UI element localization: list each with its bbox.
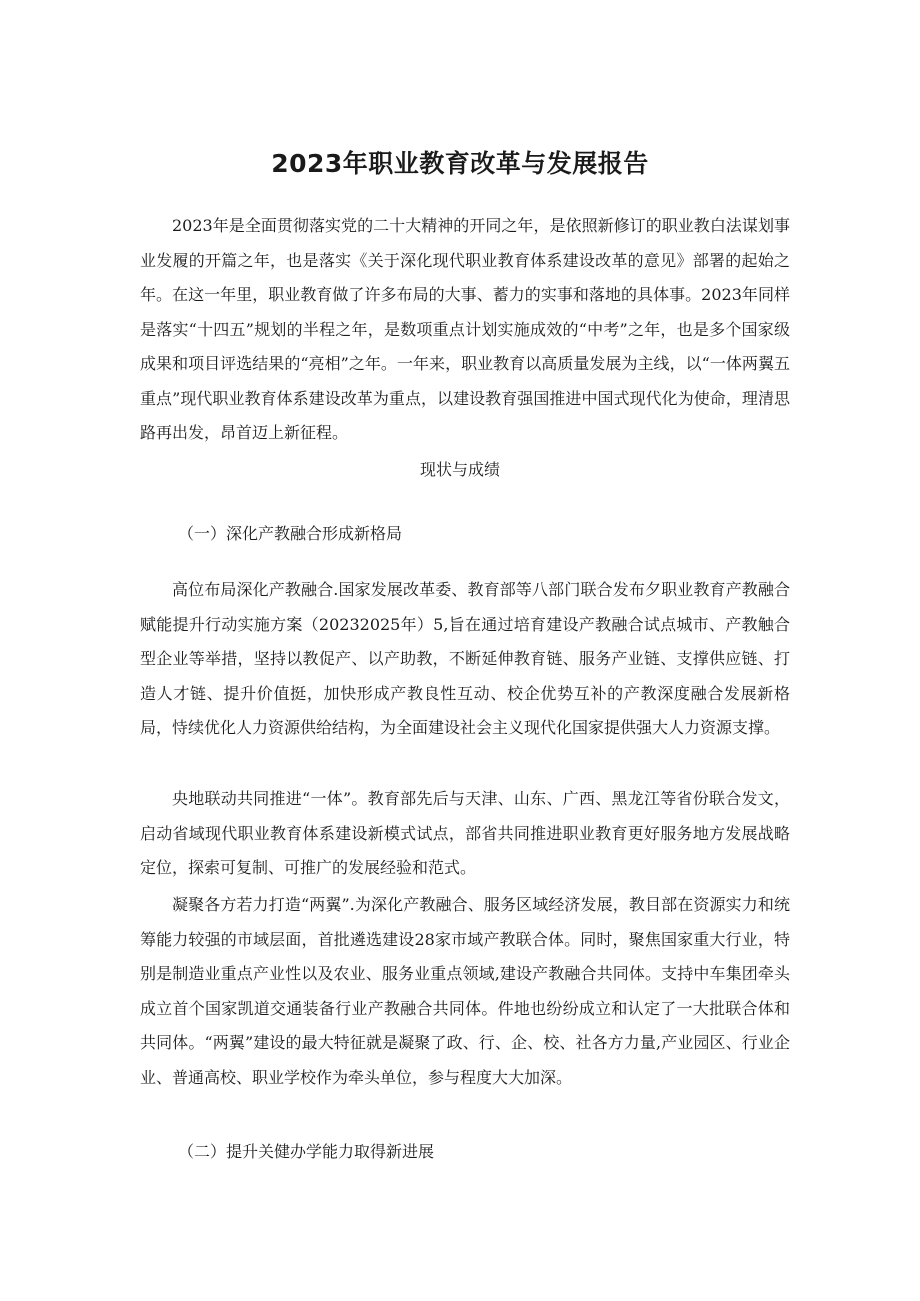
section-heading: 现状与成绩	[419, 460, 500, 479]
body-paragraph-1: 高位布局深化产教融合.国家发展改革委、教育部等八部门联合发布夕职业教育产教融合赋能提升行动实施方案（20232025年）5,旨在通过培育建设产教融合试点城市、产教触合型企业等举措，坚持以教促产、以产助教，不断延伸教育链、服务产业链、支撑供应链、打造人才链、提升价值挺，加快形成产教良性互动、校企优势互补的产教深度融合发展新格局，恃续优化人力资源供给结构，为全面建设社会主义现代化国家提供强大人力资源支撑。	[140, 580, 790, 737]
body-paragraph-3: 凝聚各方若力打造“两翼”.为深化产教融合、服务区域经济发展，教目部在资源实力和统筹能力较强的市域层面，首批遴选建设28家市域产教联合体。同时，聚焦国家重大行业，特别是制造业重点产业性以及农业、服务业重点领域,建设产教融合共同体。支持中车集团牵头成立首个国家凯道交通装备行业产教融合共同体。件地也纷纷成立和认定了一大批联合体和共同体。“两翼”建设的最大特征就是凝聚了政、行、企、校、社各方力量,产业园区、行业企业、普通高校、职业学校作为牵头单位，参与程度大大加深。	[140, 895, 790, 1087]
subsection-heading-2: （二）提升关健办学能力取得新进展	[178, 1142, 435, 1161]
body-paragraph-2: 央地联动共同推进“一体”。教育部先后与天津、山东、广西、黑龙江等省份联合发文，启动省域现代职业教育体系建设新模式试点，部省共同推进职业教育更好服务地方发展战略定位，探索可复制、可推广的发展经验和范式。	[140, 789, 790, 877]
subsection-heading-1: （一）深化产教融合形成新格局	[178, 524, 403, 543]
intro-paragraph: 2023年是全面贯彻落实党的二十大精神的开同之年，是依照新修订的职业教白法谋划事业发履的开篇之年，也是落实《关于深化现代职业教育体系建设改革的意见》部署的起始之年。在这一年里，职业教育做了许多布局的大事、蓄力的实事和落地的具体事。2023年同样是落实“十四五”规划的半程之年，是数项重点计划实施成效的“中考”之年，也是多个国家级成果和项目评选结果的“亮相”之年。一年来，职业教育以高质量发展为主线，以“一体两翼五重点”现代职业教育体系建设改革为重点，以建设教育强国推进中国式现代化为使命，理清思路再出发，昂首迈上新征程。	[140, 216, 790, 442]
document-title: 2023年职业教育改革与发展报告	[271, 149, 649, 178]
